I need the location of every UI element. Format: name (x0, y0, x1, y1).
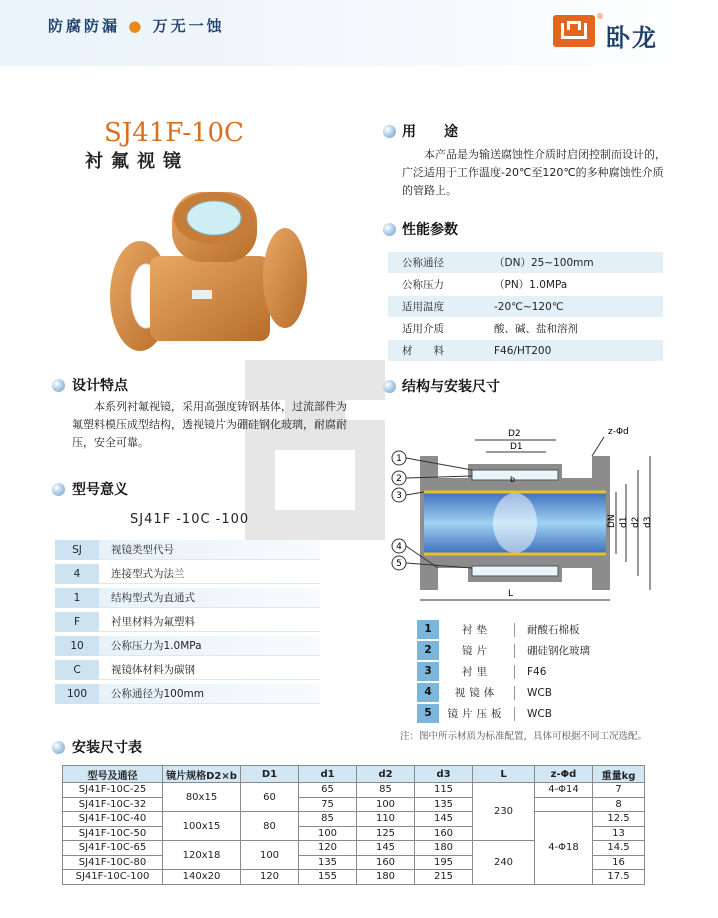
performance-title: 性能参数 (402, 222, 458, 238)
label-d2: d2 (631, 516, 641, 528)
parts-table (417, 620, 612, 725)
model-row: 100 公称通径为100mm (55, 684, 320, 704)
slogan-right: 万无一蚀 (152, 17, 225, 35)
col-header: 镜片规格D2×b (163, 766, 241, 783)
table-row: SJ41F-10C-32 75 100 135 8 (63, 797, 645, 812)
brand-name: 卧龙 (606, 24, 658, 52)
brand-logo (553, 15, 595, 47)
perf-row: 公称通径 （DN）25~100mm (388, 252, 663, 273)
structure-diagram (380, 418, 670, 613)
part-row: 5 镜片压板 WCB (417, 704, 612, 723)
model-meaning-table (55, 540, 320, 708)
perf-row: 材 料 F46/HT200 (388, 340, 663, 361)
label-D2: D2 (508, 429, 521, 439)
registered-mark: ® (596, 12, 604, 21)
col-header: 重量kg (593, 766, 645, 783)
callout-1: 1 (396, 454, 402, 464)
bullet-icon (383, 125, 396, 138)
table-header-row (63, 766, 645, 783)
part-row: 4 视镜体 WCB (417, 683, 612, 702)
model-row: 10 公称压力为1.0MPa (55, 636, 320, 656)
slogan-dot: ● (128, 17, 145, 35)
table-row: SJ41F-10C-50 100 125 160 13 (63, 826, 645, 841)
label-D1: D1 (510, 442, 523, 452)
perf-row: 适用介质 酸、碱、盐和溶剂 (402, 323, 578, 335)
material-note: 注：图中所示材质为标准配置，具体可根据不同工况选配。 (400, 731, 648, 742)
callout-4: 4 (396, 542, 402, 552)
model-row: 1 结构型式为直通式 (55, 588, 320, 608)
install-title: 安装尺寸表 (72, 740, 142, 756)
product-name: 衬氟视镜 (85, 151, 189, 172)
label-L: L (508, 589, 514, 599)
structure-title: 结构与安装尺寸 (402, 379, 500, 395)
product-image (100, 178, 320, 363)
bullet-icon (52, 379, 65, 392)
product-model: SJ41F-10C (104, 118, 244, 148)
label-DN: DN (607, 514, 617, 528)
usage-text: 本产品是为输送腐蚀性介质时启闭控制而设计的，广泛适用于工作温度-20℃至120℃的多种腐蚀性介质的管路上。 (402, 148, 666, 197)
design-text: 本系列衬氟视镜，采用高强度铸钢基体，过流部件为氟塑料模压成型结构，透视镜片为硼硅钢化玻璃，耐腐耐压，安全可靠。 (72, 400, 347, 449)
table-row: SJ41F-10C-40 100x15 80 85 110 145 4-Φ18 12.5 (63, 812, 645, 827)
col-header: D1 (241, 766, 299, 783)
design-title: 设计特点 (72, 378, 128, 394)
table-row: SJ41F-10C-100 140x20 120 155 180 215 17.5 (63, 870, 645, 885)
callout-3: 3 (396, 491, 402, 501)
bullet-icon (383, 380, 396, 393)
model-row: F 衬里材料为氟塑料 (55, 612, 320, 632)
callout-5: 5 (396, 559, 402, 569)
part-row: 3 衬里 F46 (417, 662, 612, 681)
bullet-icon (383, 223, 396, 236)
table-row: SJ41F-10C-65 120x18 100 120 145 180 240 14.5 (63, 841, 645, 856)
model-row: SJ 视镜类型代号 (55, 540, 320, 560)
label-b: b (510, 475, 516, 484)
col-header: d1 (299, 766, 357, 783)
slogan (48, 15, 225, 36)
col-header: L (473, 766, 535, 783)
col-header: 型号及通径 (63, 766, 163, 783)
label-d1: d1 (619, 516, 629, 528)
part-row: 1 衬垫 耐酸石棉板 (417, 620, 612, 639)
bullet-icon (52, 483, 65, 496)
perf-row: 适用温度 -20℃~120℃ (388, 296, 663, 317)
model-row: 4 连接型式为法兰 (55, 564, 320, 584)
model-row: C 视镜体材料为碳钢 (55, 660, 320, 680)
table-row: SJ41F-10C-80 135 160 195 16 (63, 855, 645, 870)
table-row: SJ41F-10C-25 80x15 60 65 85 115 230 4-Φ14 7 (63, 783, 645, 798)
col-header: d3 (415, 766, 473, 783)
slogan-left: 防腐防漏 (48, 17, 121, 35)
perf-row: 公称压力 （PN）1.0MPa (402, 279, 568, 291)
col-header: d2 (357, 766, 415, 783)
model-meaning-title: 型号意义 (72, 482, 128, 498)
model-code: SJ41F -10C -100 (130, 512, 250, 527)
part-row: 2 镜片 硼硅钢化玻璃 (417, 641, 612, 660)
col-header: z-Φd (535, 766, 593, 783)
install-dimension-table (62, 765, 645, 885)
performance-table (388, 252, 663, 362)
callout-2: 2 (396, 474, 402, 484)
usage-title: 用 途 (402, 124, 458, 140)
label-zphid: z-Φd (608, 427, 629, 437)
label-d3: d3 (643, 516, 653, 528)
bullet-icon (52, 741, 65, 754)
